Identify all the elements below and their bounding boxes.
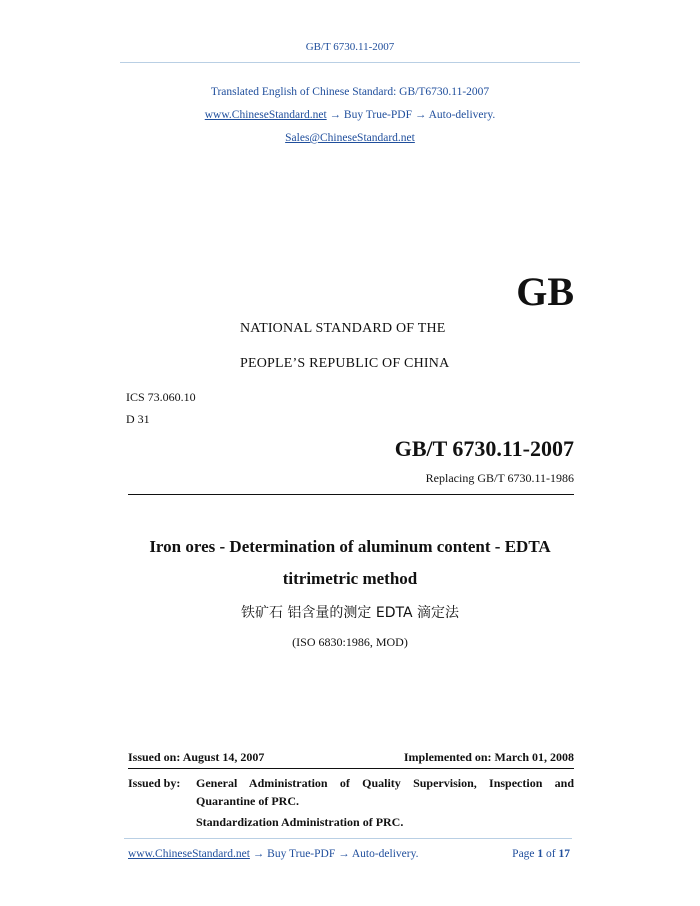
issued-by-line1: General Administration of Quality Supervision, Inspection and [196,776,574,790]
national-standard-line2: PEOPLE’S REPUBLIC OF CHINA [240,356,450,371]
title-line1: Iron ores - Determination of aluminum content - EDTA [149,537,551,556]
purchase-line [0,109,700,121]
page-total: 17 [558,848,570,860]
page-word: Page [512,848,535,860]
page-of: of [546,848,556,860]
header-rule [120,62,580,63]
national-standard-line1: NATIONAL STANDARD OF THE [240,321,446,336]
translation-notice: Translated English of Chinese Standard: GB/T6730.11-2007 [210,86,490,98]
title-line2: titrimetric method [282,569,418,588]
footer-purchase-line [128,848,418,860]
sales-email-link[interactable]: Sales@ChineseStandard.net [285,132,415,144]
running-header: GB/T 6730.11-2007 [305,41,395,53]
footer-rule [124,838,572,839]
title-chinese: 铁矿石 铝含量的测定 EDTA 滴定法 [240,605,460,621]
buy-text: → Buy True-PDF → Auto-delivery. [329,109,496,121]
standard-number: GB/T 6730.11-2007 [394,436,574,461]
issued-by-label: Issued by: [128,776,181,790]
footer-buy-text: → Buy True-PDF → Auto-delivery. [252,848,419,860]
gb-mark: GB [516,269,574,314]
replacing-note: Replacing GB/T 6730.11-1986 [425,471,574,485]
ics-code: ICS 73.060.10 [126,390,196,404]
iso-reference: (ISO 6830:1986, MOD) [292,635,408,649]
ccs-code: D 31 [126,412,150,426]
page-indicator [512,848,570,860]
issued-on-date: Issued on: August 14, 2007 [128,750,265,764]
page-current: 1 [537,848,544,860]
second-issuer: Standardization Administration of PRC. [196,815,404,829]
sales-line [0,132,700,144]
dates-rule [128,768,574,769]
footer-site-link[interactable]: www.ChineseStandard.net [128,848,250,860]
implemented-on-date: Implemented on: March 01, 2008 [403,750,574,764]
issued-by-line2: Quarantine of PRC. [196,794,299,808]
title-rule [128,494,574,495]
site-link[interactable]: www.ChineseStandard.net [204,109,327,121]
